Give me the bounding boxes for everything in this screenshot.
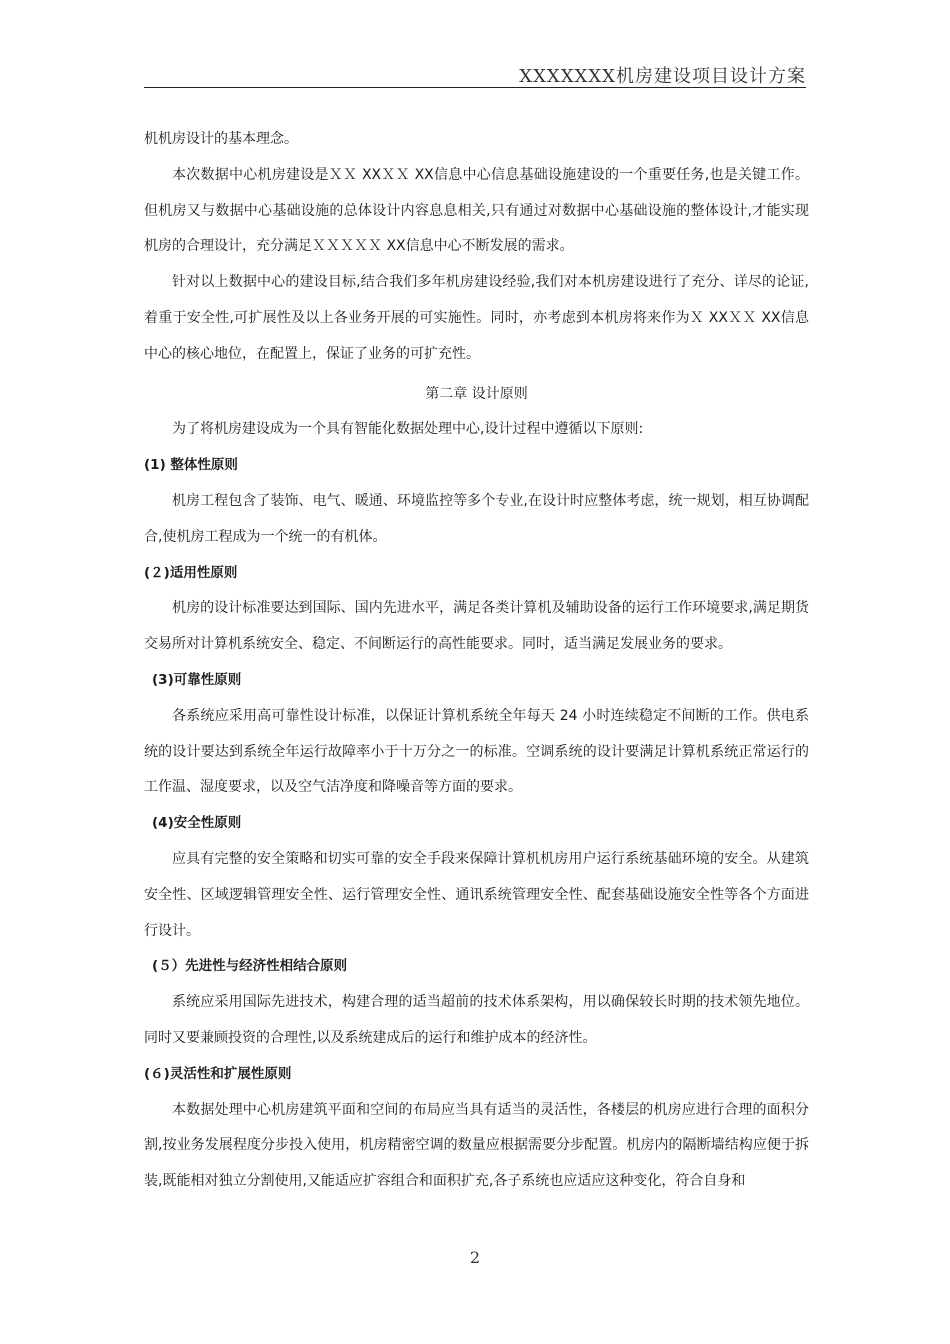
section-heading: (５）先进性与经济性相结合原则 bbox=[152, 958, 348, 975]
paragraph: 本数据处理中心机房建筑平面和空间的布局应当具有适当的灵活性，各楼层的机房应进行合理的面积分割,按业务发展程度分步投入使用，机房精密空调的数量应根据需要分步配置。机房内的隔断墙结构应便于拆装,既能相对独立分割使用,又能适应扩容组合和面积扩充,各子系统也应适应这种变化，符合自身和 bbox=[144, 1101, 809, 1190]
running-header: XXXXXXX机房建设项目设计方案 bbox=[519, 66, 806, 87]
document-body bbox=[144, 122, 809, 1200]
section-heading: (1) 整体性原则 bbox=[144, 457, 238, 474]
paragraph: 机房的设计标准要达到国际、国内先进水平，满足各类计算机及辅助设备的运行工作环境要求,满足期货交易所对计算机系统安全、稳定、不间断运行的高性能要求。同时，适当满足发展业务的要求。 bbox=[144, 600, 809, 653]
paragraph: 为了将机房建设成为一个具有智能化数据处理中心,设计过程中遵循以下原则: bbox=[172, 421, 644, 438]
header-rule bbox=[144, 87, 806, 88]
paragraph: 机房工程包含了装饰、电气、暖通、环境监控等多个专业,在设计时应整体考虑，统一规划，相互协调配合,使机房工程成为一个统一的有机体。 bbox=[144, 492, 809, 545]
paragraph: 本次数据中心机房建设是ＸＸ XXＸＸ XX信息中心信息基础设施建设的一个重要任务,也是关键工作。但机房又与数据中心基础设施的总体设计内容息息相关,只有通过对数据中心基础设施的整体设计,才能实现机房的合理设计，充分满足ＸＸＸＸＸ XX信息中心不断发展的需求。 bbox=[144, 166, 809, 255]
section-heading: (3)可靠性原则 bbox=[152, 671, 242, 688]
section-heading: (4)安全性原则 bbox=[152, 815, 242, 832]
section-heading: (６)灵活性和扩展性原则 bbox=[144, 1065, 292, 1082]
section-heading: (２)适用性原则 bbox=[144, 564, 238, 581]
page-number: 2 bbox=[469, 1248, 481, 1267]
paragraph: 应具有完整的安全策略和切实可靠的安全手段来保障计算机机房用户运行系统基础环境的安全。从建筑安全性、区域逻辑管理安全性、运行管理安全性、通讯系统管理安全性、配套基础设施安全性等各个方面进行设计。 bbox=[144, 850, 809, 939]
paragraph: 各系统应采用高可靠性设计标准，以保证计算机系统全年每天 24 小时连续稳定不间断的工作。供电系统的设计要达到系统全年运行故障率小于十万分之一的标准。空调系统的设计要满足计算机系统正常运行的工作温、湿度要求，以及空气洁净度和降噪音等方面的要求。 bbox=[144, 707, 809, 796]
paragraph: 针对以上数据中心的建设目标,结合我们多年机房建设经验,我们对本机房建设进行了充分、详尽的论证,着重于安全性,可扩展性及以上各业务开展的可实施性。同时，亦考虑到本机房将来作为Ｘ XXＸＸ XX信息中心的核心地位，在配置上，保证了业务的可扩充性。 bbox=[144, 274, 809, 362]
chapter-heading: 第二章 设计原则 bbox=[425, 385, 528, 402]
paragraph: 系统应采用国际先进技术，构建合理的适当超前的技术体系架构，用以确保较长时期的技术领先地位。同时又要兼顾投资的合理性,以及系统建成后的运行和维护成本的经济性。 bbox=[144, 994, 809, 1046]
paragraph: 机机房设计的基本理念。 bbox=[144, 131, 298, 147]
